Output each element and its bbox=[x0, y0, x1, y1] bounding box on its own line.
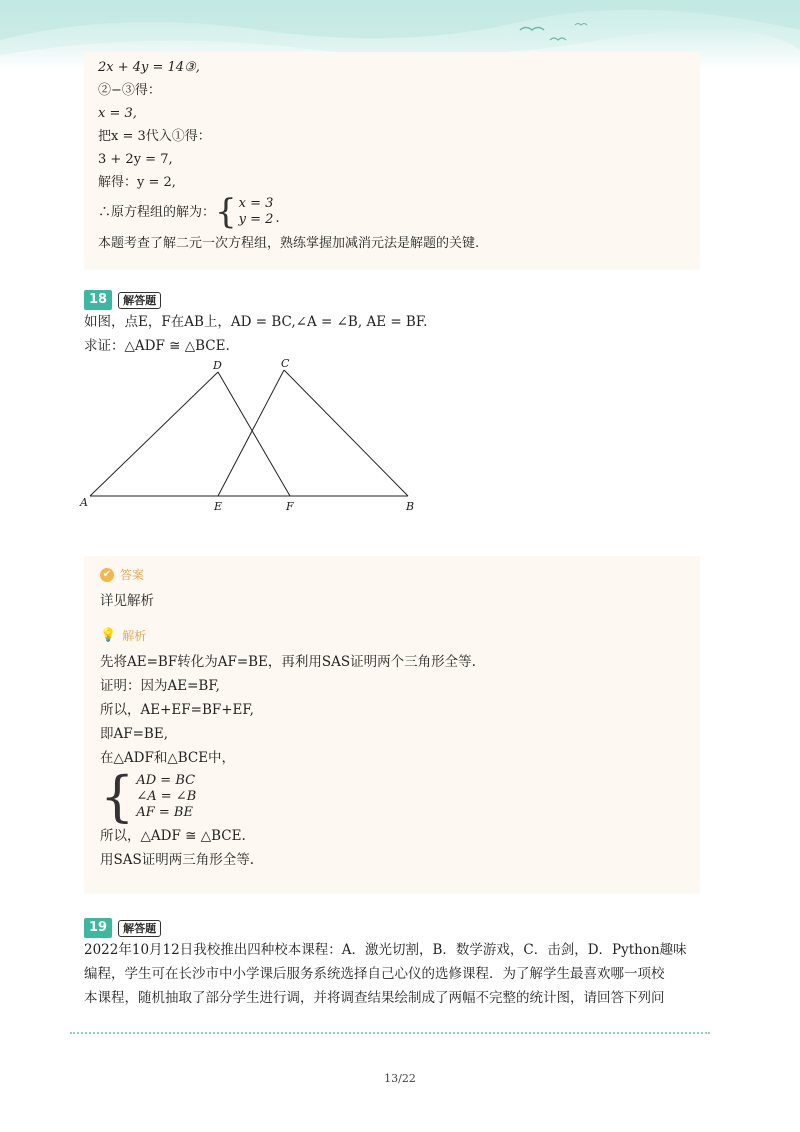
solution-line: 2x + 4y = 14③, bbox=[98, 60, 200, 75]
analysis-line: 所以，△ADF ≅ △BCE. bbox=[100, 828, 246, 844]
q19-stem bbox=[84, 938, 714, 1010]
question-stem-line: 编程，学生可在长沙市中小学课后服务系统选择自己心仪的选修课程．为了解学生最喜欢哪一项校 bbox=[84, 966, 665, 982]
page-number: 13/22 bbox=[384, 1072, 416, 1085]
answer-label-text: 答案 bbox=[120, 568, 145, 582]
question-number-badge: 19 bbox=[84, 918, 112, 938]
analysis-label bbox=[100, 627, 476, 644]
point-label-b: B bbox=[406, 500, 415, 513]
solution-line: ②−③得： bbox=[98, 83, 161, 98]
q17-solution-box bbox=[84, 52, 700, 270]
geometry-figure bbox=[78, 358, 428, 518]
solution-line: x = 3, bbox=[98, 106, 137, 121]
point-label-c: C bbox=[281, 358, 290, 370]
question-number-badge: 18 bbox=[84, 290, 112, 310]
system-equation: AD = BC bbox=[136, 773, 196, 788]
question-stem-line: 如图，点E，F在AB上，AD = BC,∠A = ∠B, AE = BF. bbox=[84, 314, 428, 330]
solution-line: 3 + 2y = 7, bbox=[98, 152, 173, 167]
analysis-system bbox=[100, 765, 476, 828]
system-suffix: . bbox=[275, 210, 280, 226]
lightbulb-icon: 💡 bbox=[100, 628, 117, 643]
point-label-a: A bbox=[80, 496, 88, 509]
segment-bc bbox=[284, 370, 408, 496]
segment-df bbox=[218, 372, 290, 496]
question-stem-line: 2022年10月12日我校推出四种校本课程：A．激光切割，B．数学游戏，C．击剑，D．Python趣味 bbox=[84, 942, 687, 958]
analysis-line: 证明：因为AE=BF, bbox=[100, 678, 220, 694]
brace-icon: { bbox=[100, 765, 135, 828]
check-icon: ✔ bbox=[100, 568, 114, 582]
point-label-d: D bbox=[213, 359, 222, 372]
q18-answer-box bbox=[84, 556, 700, 894]
analysis-line: 先将AE=BF转化为AF=BE，再利用SAS证明两个三角形全等. bbox=[100, 654, 476, 670]
question-type-tag: 解答题 bbox=[118, 920, 161, 937]
point-label-f: F bbox=[286, 500, 294, 513]
footer-divider bbox=[70, 1032, 710, 1034]
q18-header bbox=[84, 290, 161, 310]
brace-icon: { bbox=[215, 192, 237, 232]
system-equation: ∠A = ∠B bbox=[136, 789, 197, 804]
q18-stem bbox=[84, 310, 427, 358]
system-equation: AF = BE bbox=[136, 805, 193, 820]
system-equation: x = 3 bbox=[238, 196, 274, 211]
analysis-label-text: 解析 bbox=[122, 629, 147, 643]
analysis-line: 在△ADF和△BCE中， bbox=[100, 750, 236, 766]
q19-header bbox=[84, 918, 161, 938]
point-label-e: E bbox=[214, 500, 223, 513]
solution-summary: 本题考查了解二元一次方程组，熟练掌握加减消元法是解题的关键. bbox=[98, 236, 480, 251]
question-stem-line: 求证：△ADF ≅ △BCE. bbox=[84, 338, 230, 354]
solution-line: 把x = 3代入①得： bbox=[98, 129, 211, 144]
analysis-line: 即AF=BE, bbox=[100, 726, 168, 742]
answer-label bbox=[100, 566, 476, 583]
equation-system bbox=[136, 773, 196, 821]
system-equation: y = 2 bbox=[238, 212, 274, 227]
answer-text: 详见解析 bbox=[100, 593, 154, 609]
analysis-line: 用SAS证明两三角形全等. bbox=[100, 852, 255, 868]
question-type-tag: 解答题 bbox=[118, 292, 161, 309]
analysis-line: 所以，AE+EF=BF+EF, bbox=[100, 702, 254, 718]
solution-system-prefix: ∴原方程组的解为： bbox=[98, 204, 216, 220]
question-stem-line: 本课程，随机抽取了部分学生进行调，并将调查结果绘制成了两幅不完整的统计图，请回答下列问 bbox=[84, 990, 665, 1006]
segment-ad bbox=[90, 372, 218, 496]
solution-line: 解得：y = 2, bbox=[98, 175, 176, 190]
solution-system-line bbox=[98, 194, 479, 230]
equation-system bbox=[239, 196, 274, 228]
